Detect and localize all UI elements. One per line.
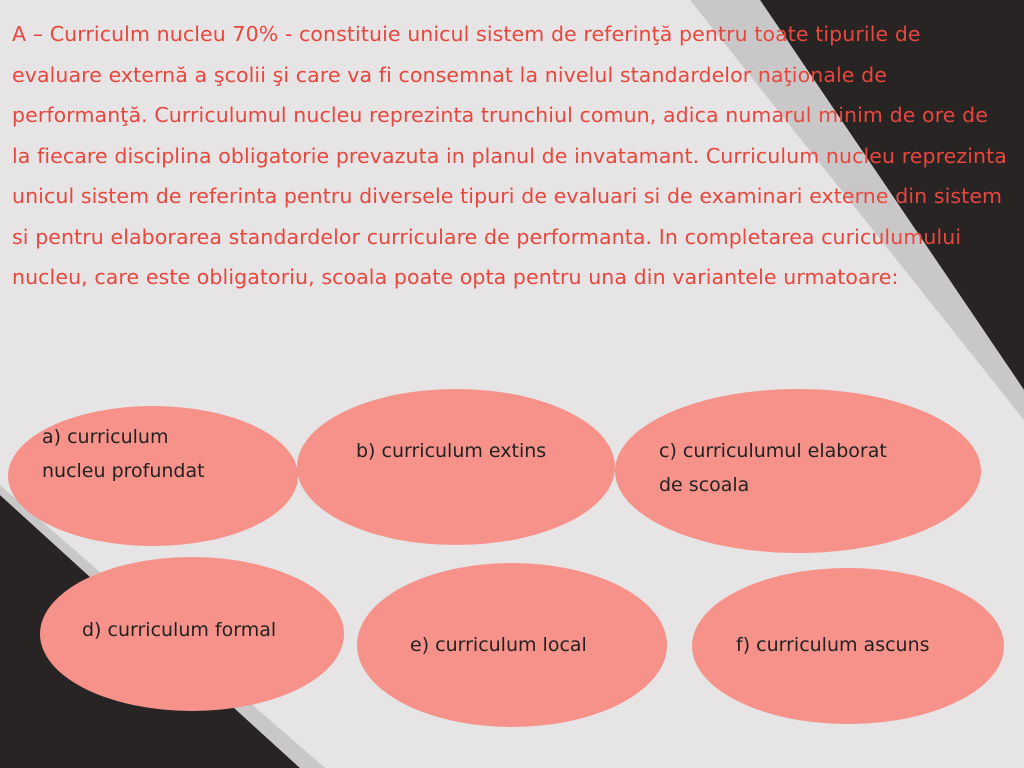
option-b-label: b) curriculum extins — [356, 440, 547, 462]
body-paragraph: A – Curriculm nucleu 70% - constituie unicul sistem de referinţă pentru toate tipurile de evaluare externă a şcolii şi care va fi consemnat la nivelul standardelor naţionale de performanţă. Curriculumul nucleu reprezinta trunchiul comun, adica numarul minim de ore de la fiecare disciplina obligatorie prevazuta in planul de invatamant. Curriculum nucleu reprezinta unicul sistem de referinta pentru diversele tipuri de evaluari si de examinari externe din sistem si pentru elaborarea standardelor curriculare de performanta. In completarea curiculumului nucleu, care este obligatoriu, scoala poate opta pentru una din variantele urmatoare: — [12, 22, 1007, 289]
option-a-label — [42, 420, 205, 488]
option-d-label: d) curriculum formal — [82, 619, 277, 641]
option-c-line-1: c) curriculumul elaborat — [659, 440, 887, 462]
option-a-line-2: nucleu profundat — [42, 460, 205, 482]
option-e-label: e) curriculum local — [410, 634, 587, 656]
option-c-line-2: de scoala — [659, 474, 750, 496]
option-a-line-1: a) curriculum — [42, 426, 169, 448]
option-f-label: f) curriculum ascuns — [736, 634, 930, 656]
option-c-label — [659, 434, 887, 502]
